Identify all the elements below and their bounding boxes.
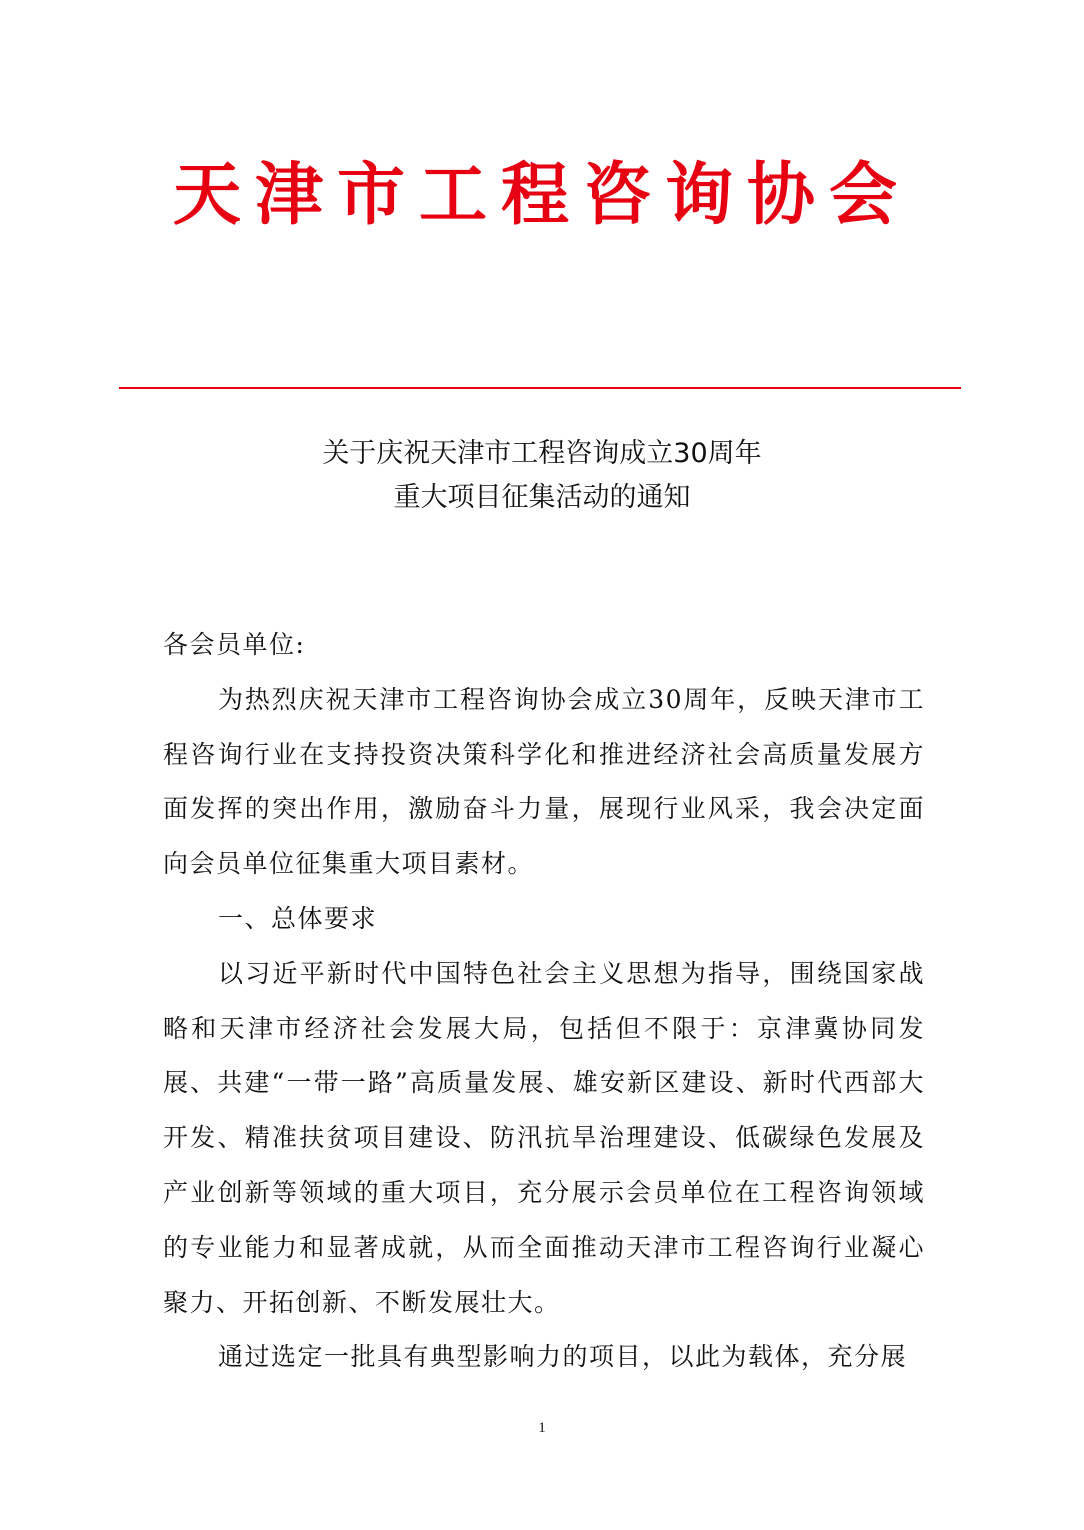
body-paragraph-guidance: 以习近平新时代中国特色社会主义思想为指导，围绕国家战略和天津市经济社会发展大局，包括但不限于：京津冀协同发展、共建“一带一路”高质量发展、雄安新区建设、新时代西部大开发、精准扶贫项目建设、防汛抗旱治理建设、低碳绿色发展及产业创新等领域的重大项目，充分展示会员单位在工程咨询领域的专业能力和显著成就，从而全面推动天津市工程咨询行业凝心聚力、开拓创新、不断发展壮大。 (163, 958, 925, 1317)
page-number: 1 (538, 1420, 546, 1436)
section-heading-general-requirements: 一、总体要求 (218, 903, 378, 933)
body-paragraph-intro: 为热烈庆祝天津市工程咨询协会成立30周年，反映天津市工程咨询行业在支持投资决策科学化和推进经济社会高质量发展方面发挥的突出作用，激励奋斗力量，展现行业风采，我会决定面向会员单位征集重大项目素材。 (163, 684, 925, 879)
letterhead-red-rule (119, 387, 961, 389)
document-title-line-1: 关于庆祝天津市工程咨询成立30周年 (322, 438, 762, 469)
letterhead-org-name: 天津市工程咨询协会 (172, 155, 911, 235)
document-title-line-2: 重大项目征集活动的通知 (393, 482, 691, 513)
document-body (163, 618, 925, 1385)
salutation: 各会员单位: (163, 630, 306, 659)
body-paragraph-continuation: 通过选定一批具有典型影响力的项目，以此为载体，充分展 (218, 1342, 908, 1372)
